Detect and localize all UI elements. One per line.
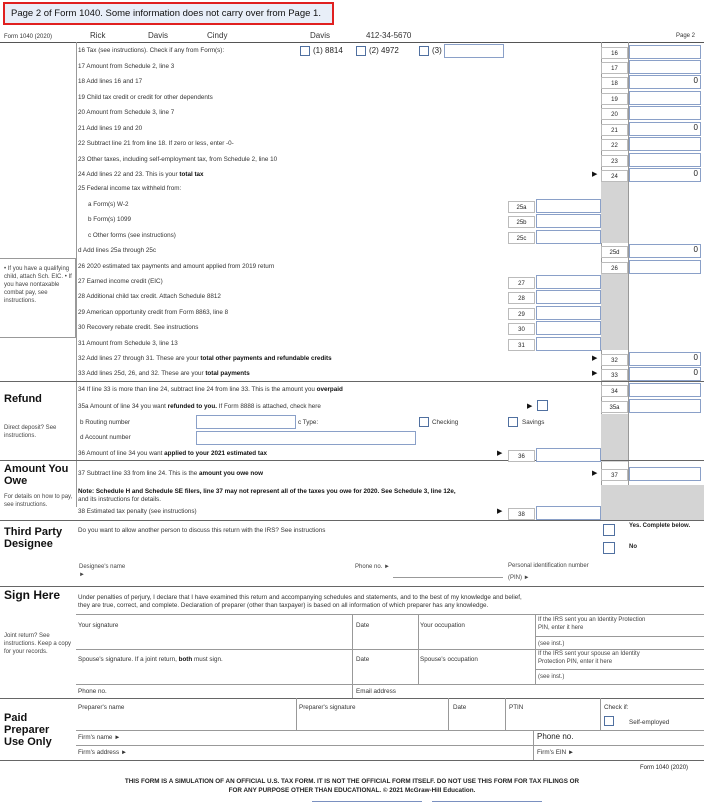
line-36-emph: applied to your 2021 estimated tax <box>164 450 268 457</box>
firm-name-label: Firm's name ► <box>78 734 121 741</box>
form-8888-arrow: ▶ <box>527 403 533 410</box>
line-32-arrow: ▶ <box>592 355 598 362</box>
line-26-label: 26 2020 estimated tax payments and amount applied from 2019 return <box>78 263 275 270</box>
form-label: Form 1040 (2020) <box>4 34 53 40</box>
line-20-number: 20 <box>601 108 628 120</box>
line-22-number: 22 <box>601 139 628 151</box>
line-38-input[interactable] <box>536 506 601 520</box>
type-label: c Type: <box>298 419 319 426</box>
form-8888-checkbox[interactable] <box>537 400 548 411</box>
line-25c-number: 25c <box>508 232 535 244</box>
line-34-number: 34 <box>601 385 628 397</box>
line-29-input[interactable] <box>536 306 601 320</box>
line-30-label: 30 Recovery rebate credit. See instructions <box>78 324 199 331</box>
line-36-number: 36 <box>508 450 535 462</box>
page-number: Page 2 <box>676 33 696 39</box>
designee-yes-label: Yes. Complete below. <box>629 523 691 529</box>
line-25d-input[interactable]: 0 <box>629 244 701 258</box>
phone-label: Phone no. <box>78 688 107 695</box>
firm-address-label: Firm's address ► <box>78 749 128 756</box>
grey-block-38 <box>601 485 704 520</box>
line-35a-input[interactable] <box>629 399 701 413</box>
line-25c-label: c Other forms (see instructions) <box>88 232 176 239</box>
line-21-number: 21 <box>601 124 628 136</box>
grey-block-35 <box>601 414 628 462</box>
line-35a-emph: refunded to you. <box>167 403 217 410</box>
line-26-number: 26 <box>601 262 628 274</box>
line-38-note2: and its instructions for details. <box>78 496 161 503</box>
disclaimer-line-1: THIS FORM IS A SIMULATION OF AN OFFICIAL U.S. TAX FORM. IT IS NOT THE OFFICIAL FORM ITSELF. DO NOT USE THIS FORM FOR TAX FILINGS OR <box>124 778 580 785</box>
spouse-occupation-label: Spouse's occupation <box>420 656 478 663</box>
firm-phone-label: Phone no. <box>537 732 574 741</box>
preparer-title: Paid Preparer Use Only <box>4 712 52 748</box>
line-28-label: 28 Additional child tax credit. Attach Schedule 8812 <box>78 293 221 300</box>
third-party-title: Third Party Designee <box>4 526 63 550</box>
line-16-input[interactable] <box>629 45 701 59</box>
ip-pin-label: If the IRS sent you an Identity Protection PIN, enter it here <box>538 617 646 631</box>
owe-details-note: For details on how to pay, see instructions. <box>4 494 73 508</box>
line-25c-input[interactable] <box>536 230 601 244</box>
spouse-sig-both: both <box>178 656 193 663</box>
joint-return-note: Joint return? See instructions. Keep a copy for your records. <box>4 633 72 655</box>
footer-form-label: Form 1040 (2020) <box>640 765 689 771</box>
line-31-label: 31 Amount from Schedule 3, line 13 <box>78 340 178 347</box>
line-26-input[interactable] <box>629 260 701 274</box>
line-32-input[interactable]: 0 <box>629 352 701 366</box>
line-17-input[interactable] <box>629 60 701 74</box>
line-38-arrow: ▶ <box>497 508 503 515</box>
line-32-number: 32 <box>601 354 628 366</box>
first-name-1: Rick <box>90 31 106 40</box>
form-8814-label: (1) 8814 <box>313 46 343 55</box>
line-28-number: 28 <box>508 292 535 304</box>
line-17-label: 17 Amount from Schedule 2, line 3 <box>78 63 175 70</box>
form-4972-checkbox[interactable] <box>356 46 366 56</box>
form-8814-checkbox[interactable] <box>300 46 310 56</box>
line-31-number: 31 <box>508 339 535 351</box>
line-23-input[interactable] <box>629 153 701 167</box>
designee-pin-label: Personal identification number (PIN) ► <box>508 563 589 581</box>
line-19-input[interactable] <box>629 91 701 105</box>
line-25d-label: d Add lines 25a through 25c <box>78 247 157 254</box>
perjury-line-1: Under penalties of perjury, I declare that I have examined this return and accompanying schedules and statements, and to the best of my knowledge and belief, <box>78 594 522 601</box>
line-38-note1: Note: Schedule H and Schedule SE filers, line 37 may not represent all of the taxes you owe for 2020. See Schedule 3, line 12e, <box>78 488 456 495</box>
line-24-number: 24 <box>601 170 628 182</box>
line-25a-number: 25a <box>508 201 535 213</box>
preparer-name-label: Preparer's name <box>78 704 125 711</box>
line-18-label: 18 Add lines 16 and 17 <box>78 78 143 85</box>
refund-title: Refund <box>4 393 42 405</box>
line-27-label: 27 Earned income credit (EIC) <box>78 278 163 285</box>
spouse-pin-see-inst: (see inst.) <box>538 674 565 680</box>
spouse-pin-label: If the IRS sent your spouse an Identity Protection PIN, enter it here <box>538 651 640 665</box>
savings-checkbox[interactable] <box>508 417 518 427</box>
line-37-input[interactable] <box>629 467 701 481</box>
line-30-input[interactable] <box>536 321 601 335</box>
line-33-label: 33 Add lines 25d, 26, and 32. These are your <box>78 370 206 377</box>
line-37-emph: amount you owe now <box>199 470 264 477</box>
line-27-number: 27 <box>508 277 535 289</box>
line-23-number: 23 <box>601 155 628 167</box>
line-36-label: 36 Amount of line 34 you want <box>78 450 165 457</box>
form-other-label: (3) <box>432 46 442 55</box>
last-name-1: Davis <box>148 31 169 40</box>
line-33-number: 33 <box>601 369 628 381</box>
line-24-label: 24 Add lines 22 and 23. This is your <box>78 171 180 178</box>
line-35a-rest: If Form 8888 is attached, check here <box>216 403 321 410</box>
line-29-number: 29 <box>508 308 535 320</box>
line-21-label: 21 Add lines 19 and 20 <box>78 125 143 132</box>
grey-block-27 <box>601 274 628 350</box>
line-35a-number: 35a <box>601 401 628 413</box>
line-34-label: 34 If line 33 is more than line 24, subtract line 24 from line 33. This is the amount you <box>78 386 317 393</box>
checking-label: Checking <box>432 419 459 426</box>
designee-no-checkbox[interactable] <box>603 542 615 554</box>
form-4972-label: (2) 4972 <box>369 46 399 55</box>
grey-block-25 <box>601 182 628 243</box>
preparer-date-label: Date <box>453 704 467 711</box>
sign-title: Sign Here <box>4 588 61 602</box>
perjury-line-2: they are true, correct, and complete. Declaration of preparer (other than taxpayer) is based on all information of which preparer has any knowledge. <box>78 602 489 609</box>
savings-label: Savings <box>522 419 545 426</box>
line-25b-number: 25b <box>508 216 535 228</box>
self-employed-checkbox[interactable] <box>604 716 614 726</box>
line-24-emph: total tax <box>179 171 204 178</box>
amount-owe-title: Amount You Owe <box>4 463 69 487</box>
preparer-signature-label: Preparer's signature <box>299 704 356 711</box>
line-36-arrow: ▶ <box>497 450 503 457</box>
line-27-input[interactable] <box>536 275 601 289</box>
line-31-input[interactable] <box>536 337 601 351</box>
line-20-input[interactable] <box>629 106 701 120</box>
routing-input[interactable] <box>196 415 296 429</box>
firm-ein-label: Firm's EIN ► <box>537 749 575 756</box>
first-name-2: Cindy <box>207 31 228 40</box>
line-16-label: 16 Tax (see instructions). Check if any from Form(s): <box>78 47 225 54</box>
ptin-label: PTIN <box>509 704 524 711</box>
email-label: Email address <box>356 688 396 695</box>
line-34-input[interactable] <box>629 383 701 397</box>
line-16-number: 16 <box>601 47 628 59</box>
line-33-emph: total payments <box>205 370 250 377</box>
line-37-label: 37 Subtract line 33 from line 24. This is the <box>78 470 199 477</box>
line-21-input[interactable]: 0 <box>629 122 701 136</box>
line-32-label: 32 Add lines 27 through 31. These are your <box>78 355 201 362</box>
self-employed-label: Self-employed <box>629 719 670 726</box>
form-other-checkbox[interactable] <box>419 46 429 56</box>
account-input[interactable] <box>196 431 416 445</box>
line-38-number: 38 <box>508 508 535 520</box>
spouse-signature-label: Spouse's signature. If a joint return, <box>78 656 179 663</box>
line-33-input[interactable]: 0 <box>629 367 701 381</box>
spouse-date-label: Date <box>356 656 370 663</box>
line-29-label: 29 American opportunity credit from Form 8863, line 8 <box>78 309 229 316</box>
line-19-number: 19 <box>601 93 628 105</box>
line-18-input[interactable]: 0 <box>629 75 701 89</box>
routing-label: b Routing number <box>80 419 131 426</box>
ssn: 412-34-5670 <box>366 31 412 40</box>
line-20-label: 20 Amount from Schedule 3, line 7 <box>78 109 175 116</box>
spouse-sig-rest: must sign. <box>192 656 223 663</box>
child-note: • If you have a qualifying child, attach Sch. EIC. • If you have nontaxable combat pay, see instructions. <box>4 266 72 304</box>
direct-deposit-note: Direct deposit? See instructions. <box>4 425 57 439</box>
line-37-number: 37 <box>601 469 628 481</box>
designee-yes-checkbox[interactable] <box>603 524 615 536</box>
ip-pin-see-inst: (see inst.) <box>538 641 565 647</box>
your-signature-label: Your signature <box>78 622 119 629</box>
line-36-input[interactable] <box>536 448 601 462</box>
line-25-label: 25 Federal income tax withheld from: <box>78 185 182 192</box>
your-occupation-label: Your occupation <box>420 622 465 629</box>
account-label: d Account number <box>80 434 131 441</box>
page-banner: Page 2 of Form 1040. Some information does not carry over from Page 1. <box>3 2 334 25</box>
third-party-question: Do you want to allow another person to discuss this return with the IRS? See instructions <box>78 527 326 534</box>
line-37-arrow: ▶ <box>592 470 598 477</box>
line-22-input[interactable] <box>629 137 701 151</box>
check-if-label: Check if: <box>604 704 629 711</box>
line-25b-input[interactable] <box>536 214 601 228</box>
line-28-input[interactable] <box>536 290 601 304</box>
disclaimer-line-2: FOR ANY PURPOSE OTHER THAN EDUCATIONAL. © 2021 McGraw-Hill Education. <box>228 787 476 794</box>
designee-name-label: Designee's name ► <box>79 564 126 578</box>
line-22-label: 22 Subtract line 21 from line 18. If zero or less, enter -0- <box>78 140 234 147</box>
line-19-label: 19 Child tax credit or credit for other dependents <box>78 94 213 101</box>
line-32-emph: total other payments and refundable credits <box>200 355 332 362</box>
designee-no-label: No <box>629 544 637 550</box>
your-date-label: Date <box>356 622 370 629</box>
last-name-2: Davis <box>310 31 331 40</box>
line-35a-label: 35a Amount of line 34 you want <box>78 403 168 410</box>
designee-phone-label: Phone no. ► <box>355 564 390 570</box>
line-24-input[interactable]: 0 <box>629 168 701 182</box>
line-18-number: 18 <box>601 77 628 89</box>
line-24-arrow: ▶ <box>592 171 598 178</box>
line-25b-label: b Form(s) 1099 <box>88 216 132 223</box>
line-25d-number: 25d <box>601 246 628 258</box>
line-34-emph: overpaid <box>316 386 343 393</box>
line-33-arrow: ▶ <box>592 370 598 377</box>
line-25a-input[interactable] <box>536 199 601 213</box>
line-23-label: 23 Other taxes, including self-employment tax, from Schedule 2, line 10 <box>78 156 278 163</box>
line-38-label: 38 Estimated tax penalty (see instructions) <box>78 508 197 515</box>
line-30-number: 30 <box>508 323 535 335</box>
checking-checkbox[interactable] <box>419 417 429 427</box>
line-17-number: 17 <box>601 62 628 74</box>
form-other-input[interactable] <box>444 44 504 58</box>
line-25a-label: a Form(s) W-2 <box>88 201 129 208</box>
